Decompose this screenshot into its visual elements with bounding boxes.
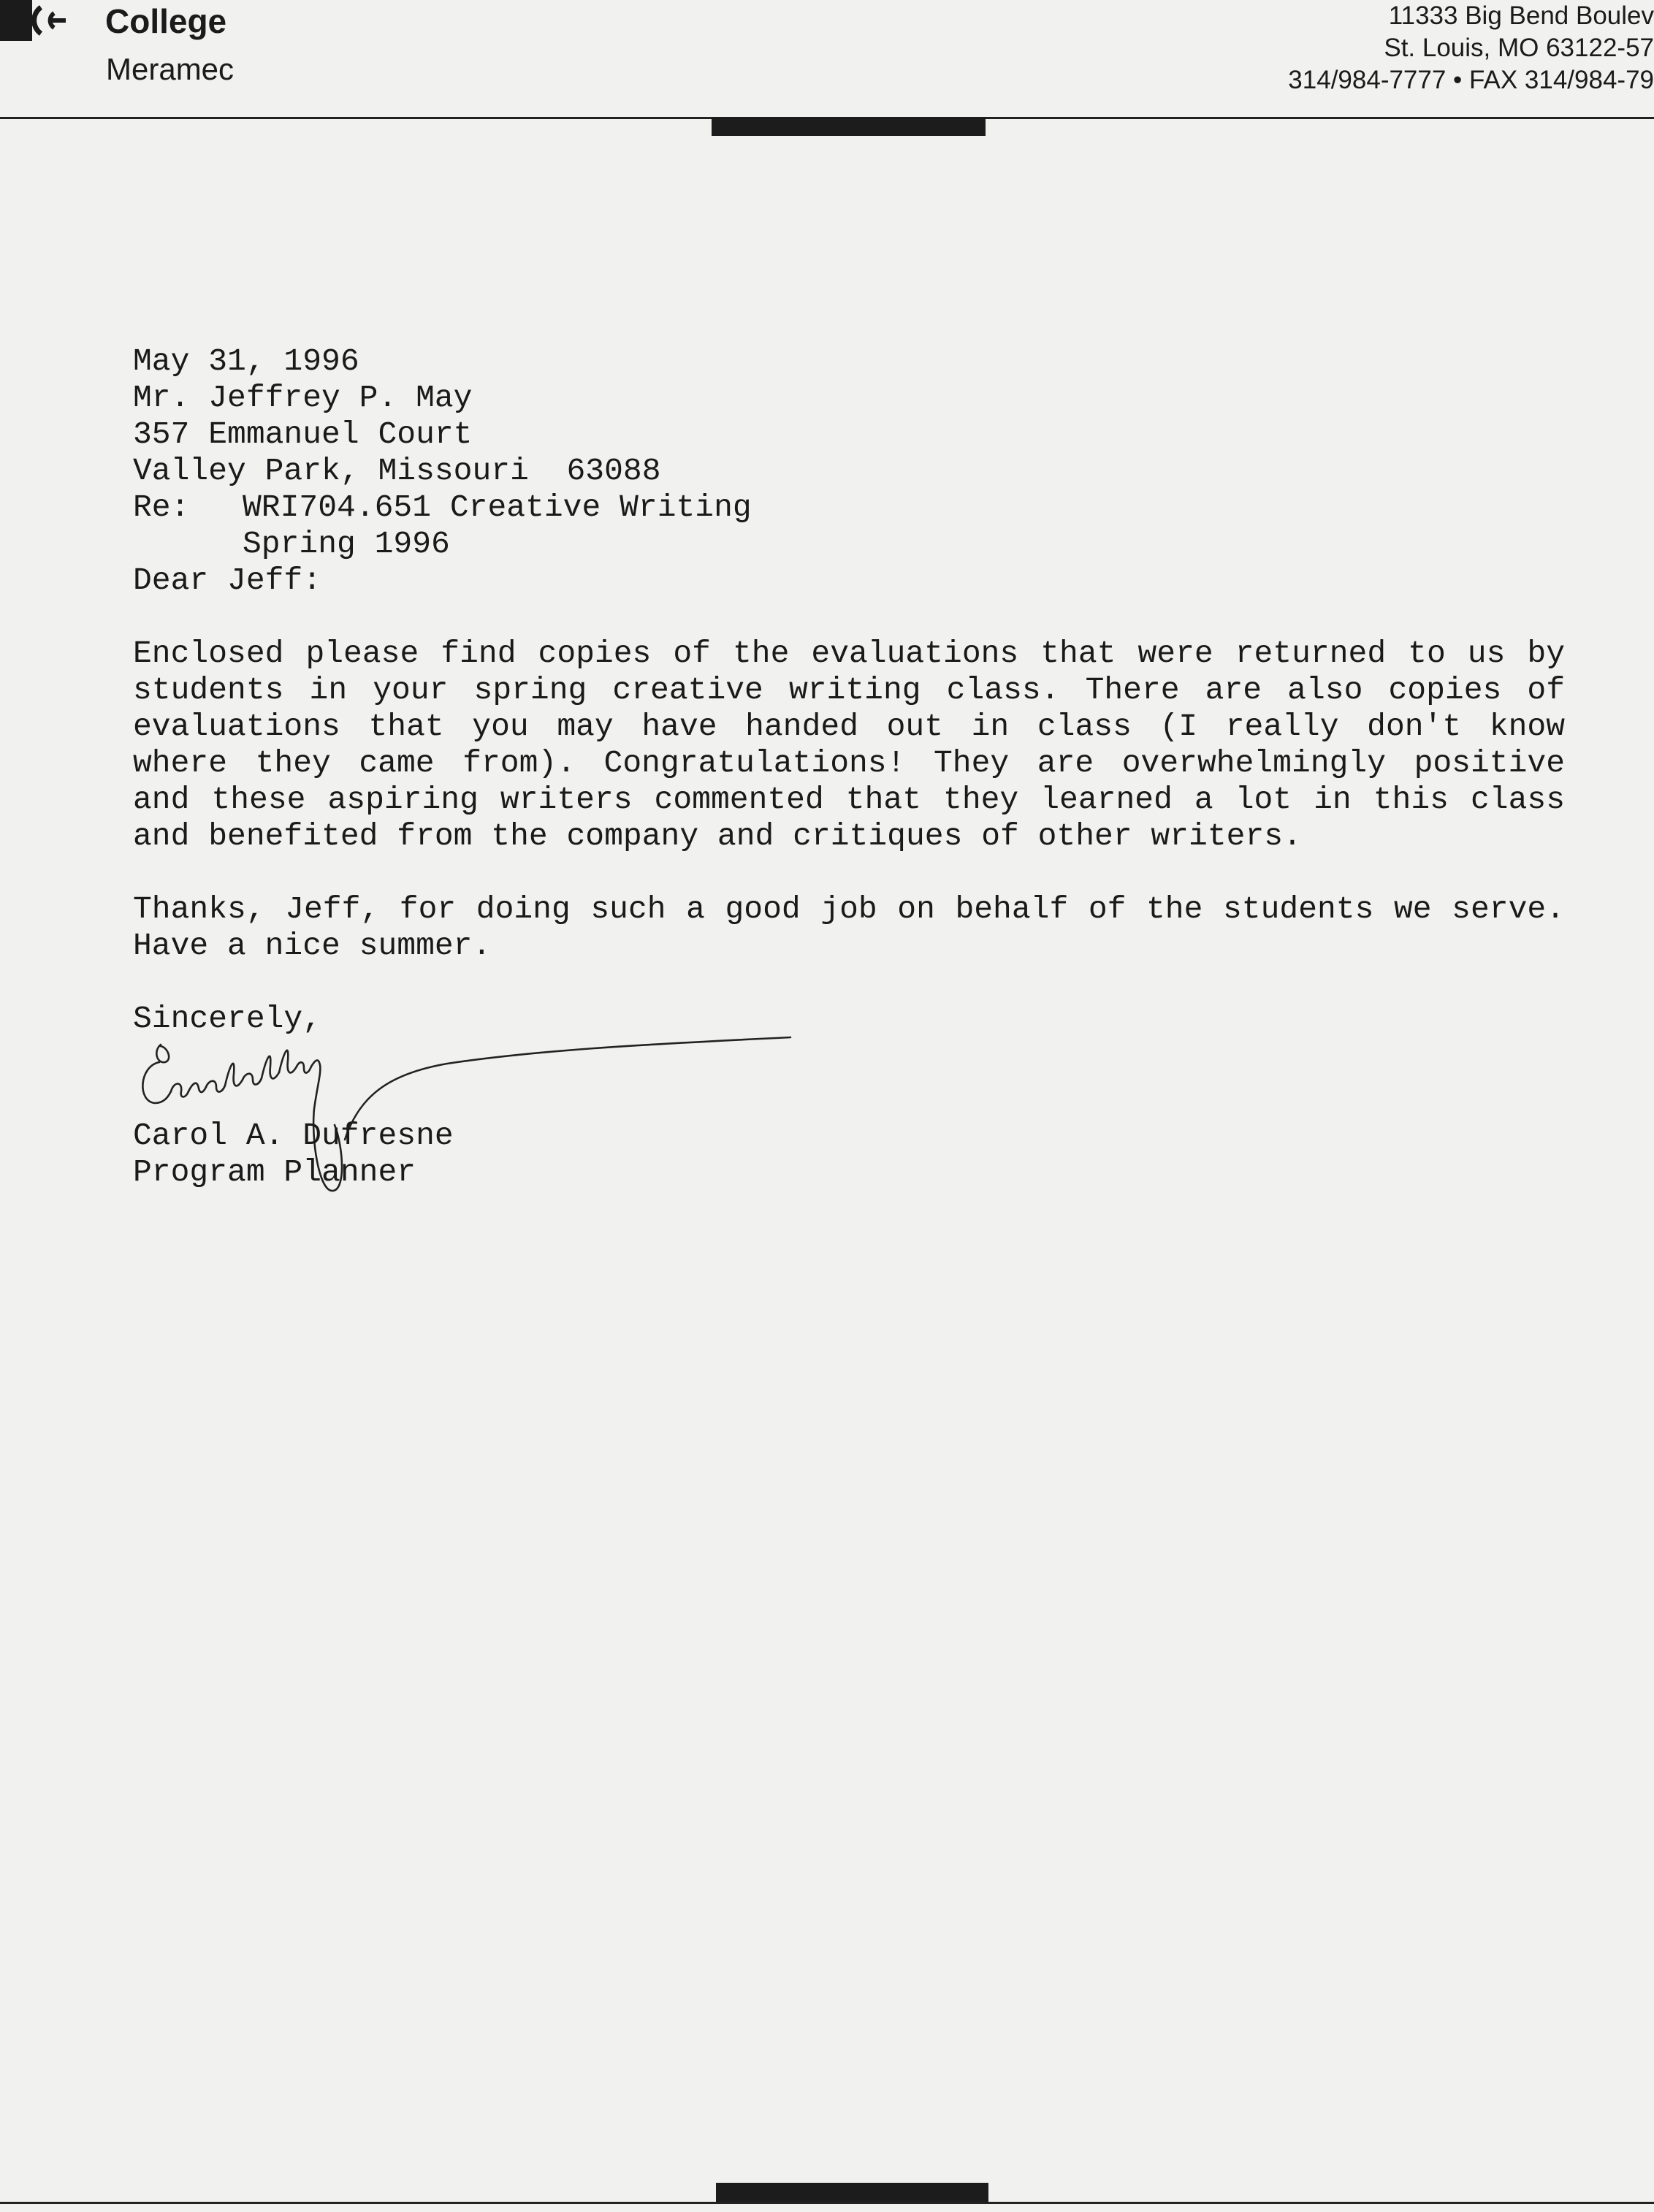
address-phone-fax: 314/984-7777 • FAX 314/984-79 <box>1288 66 1654 94</box>
closing: Sincerely, <box>133 1001 322 1037</box>
college-logo-icon <box>0 0 66 41</box>
campus-name: Meramec <box>106 52 235 86</box>
re-term: Spring 1996 <box>243 526 450 562</box>
header-scan-bar <box>712 117 986 136</box>
letter-date: May 31, 1996 <box>133 343 359 379</box>
subject-reference <box>133 489 1565 562</box>
address-street: 11333 Big Bend Boulev <box>1388 1 1654 30</box>
re-label: Re: <box>133 489 190 525</box>
signature-area <box>133 1037 1565 1118</box>
signer-title: Program Planner <box>133 1154 416 1190</box>
body-paragraph-2: Thanks, Jeff, for doing such a good job on behalf of the students we serve. Have a nice summer. <box>133 891 1565 964</box>
salutation: Dear Jeff: <box>133 562 322 598</box>
college-name: College <box>105 2 227 40</box>
signer-name: Carol A. Dufresne <box>133 1118 454 1153</box>
letter-body <box>133 343 1565 1191</box>
recipient-address <box>133 380 1565 489</box>
re-course: WRI704.651 Creative Writing <box>243 489 752 525</box>
recipient-city: Valley Park, Missouri 63088 <box>133 453 661 489</box>
footer-rule <box>0 2202 1654 2204</box>
recipient-name: Mr. Jeffrey P. May <box>133 380 473 416</box>
re-details <box>243 489 752 562</box>
address-city: St. Louis, MO 63122-57 <box>1384 34 1654 62</box>
recipient-street: 357 Emmanuel Court <box>133 416 473 452</box>
body-paragraph-1: Enclosed please find copies of the evaluations that were returned to us by students in your spring creative writing class. There are also copies of evaluations that you may have handed out in class (I really don't know where they came from). Congratulations! They are overwhelmingly positive and these aspiring writers commented that they learned a lot in this class and benefited from the company and critiques of other writers. <box>133 636 1565 854</box>
footer-scan-bar <box>716 2183 988 2203</box>
letterhead-address <box>1128 0 1654 96</box>
signer-block <box>133 1118 1565 1191</box>
